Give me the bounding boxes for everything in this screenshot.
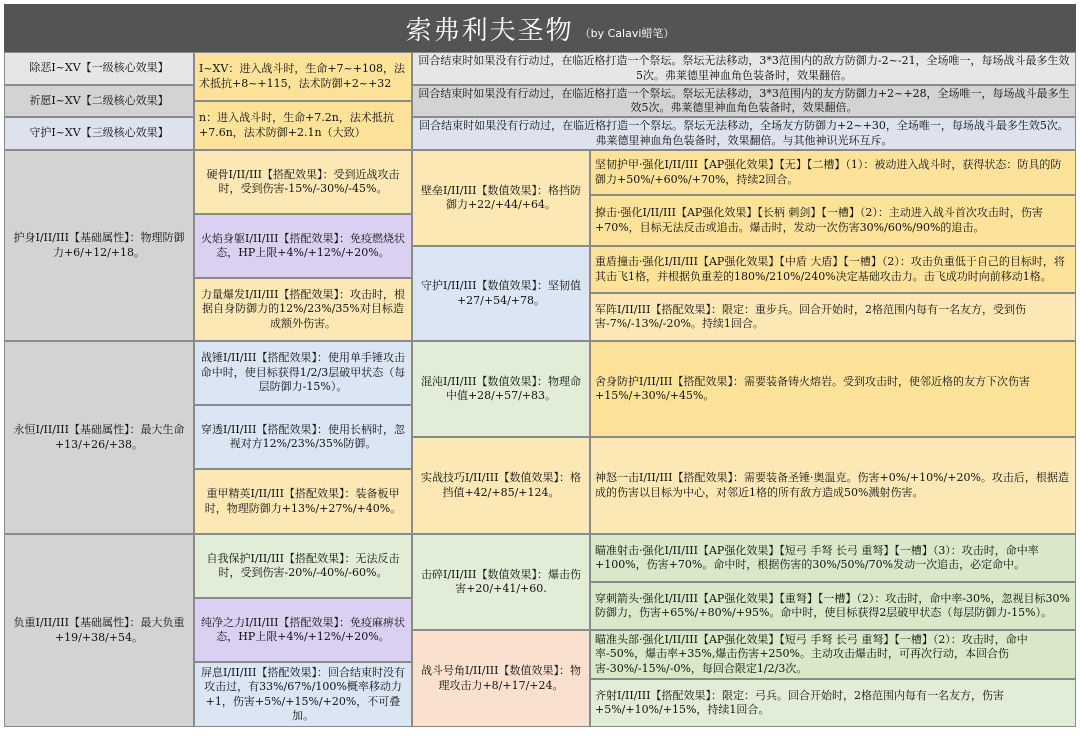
pair-effect-1-2: 火焰身躯I/II/III【搭配效果】：免疫燃烧状态，HP上限+4%/+12%/+20%。	[194, 214, 412, 278]
value-effect-1-2: 守护I/II/III【数值效果】：坚韧值+27/+54/+78。	[412, 246, 590, 341]
ap-effect-3-4: 齐射I/II/III【搭配效果】：限定：弓兵。回合开始时，2格范围内每有一名友方，伤害+5%/+10%/+15%，持续1回合。	[590, 679, 1076, 727]
core-desc-2: 回合结束时如果没有行动过，在临近格打造一个祭坛。祭坛无法移动，3*3范围内的友方防御力+2~+28，全场唯一，每场战斗最多生效5次。弗莱德里神血角色装备时，效果翻倍。	[412, 85, 1076, 117]
base-attribute-2: 永恒I/II/III【基础属性】：最大生命+13/+26/+38。	[4, 341, 194, 534]
pair-effect-2-3: 重甲精英I/II/III【搭配效果】：装备板甲时，物理防御力+13%/+27%/+40%。	[194, 469, 412, 534]
pair-effect-1-3: 力量爆发I/II/III【搭配效果】：攻击时，根据自身防御力的12%/23%/35%对目标造成额外伤害。	[194, 278, 412, 341]
core-name-3: 守护I~XV【三级核心效果】	[4, 117, 194, 150]
ap-effect-3-3: 瞄准头部·强化I/II/III【AP强化效果】【短弓 手弩 长弓 重弩】【一槽】（2）：攻击时，命中率-50%，爆击率+35%,爆击伤害+250%。主动攻击爆击时，可再次行动，本回合伤害-30%/-15%/-0%，每回合限定1/2/3次。	[590, 630, 1076, 679]
value-effect-2-2: 实战技巧I/II/III【数值效果】：格挡值+42/+85/+124。	[412, 437, 590, 534]
value-effect-3-2: 战斗号角I/II/III【数值效果】：物理攻击力+8/+17/+24。	[412, 630, 590, 727]
base-attribute-3: 负重I/II/III【基础属性】：最大负重+19/+38/+54。	[4, 534, 194, 727]
core-desc-1: 回合结束时如果没有行动过，在临近格打造一个祭坛。祭坛无法移动，3*3范围内的敌方防御力-2~-21，全场唯一，每场战斗最多生效5次。弗莱德里神血角色装备时，效果翻倍。	[412, 52, 1076, 85]
core-name-1: 除恶I~XV【一级核心效果】	[4, 52, 194, 85]
ap-effect-1-2: 撩击·强化I/II/III【AP强化效果】【长柄 刺剑】【一槽】（2）：主动进入战斗首次攻击时，伤害+70%，目标无法反击或追击。爆击时，发动一次伤害30%/60%/90%的追击。	[590, 195, 1076, 246]
ap-effect-1-3: 重盾撞击·强化I/II/III【AP强化效果】【中盾 大盾】【一槽】（2）：攻击负重低于自己的目标时，将其击飞1格，并根据负重差的180%/210%/240%决定基础攻击力。击飞成功时向前移动1格。	[590, 246, 1076, 293]
pair-effect-3-2: 纯净之力I/II/III【搭配效果】：免疫麻痹状态，HP上限+4%/+12%/+20%。	[194, 598, 412, 662]
pair-effect-2-1: 战锤I/II/III【搭配效果】：使用单手锤攻击命中时，使目标获得1/2/3层破甲状态（每层防御力-15%）。	[194, 341, 412, 405]
pair-effect-3-1: 自我保护I/II/III【搭配效果】：无法反击时，受到伤害-20%/-40%/-60%。	[194, 534, 412, 598]
base-attribute-1: 护身I/II/III【基础属性】：物理防御力+6/+12/+18。	[4, 150, 194, 341]
page-title: 索弗利夫圣物	[405, 15, 574, 46]
pair-effect-3-3: 屏息I/II/III【搭配效果】：回合结束时没有攻击过，有33%/67%/100%概率移动力+1，伤害+5%/+15%/+20%，不可叠加。	[194, 662, 412, 727]
title-bar	[4, 4, 1076, 52]
ap-effect-1-4: 军阵I/II/III【搭配效果】：限定：重步兵。回合开始时，2格范围内每有一名友方，受到伤害-7%/-13%/-20%。持续1回合。	[590, 293, 1076, 341]
value-effect-1-1: 壁垒I/II/III【数值效果】：格挡防御力+22/+44/+64。	[412, 150, 590, 246]
core-battle-2: n：进入战斗时，生命+7.2n，法术抵抗+7.6n，法术防御+2.1n（大致）	[194, 101, 412, 150]
page-subtitle: （by Calavi蜡笔）	[579, 27, 675, 40]
core-name-2: 祈愿I~XV【二级核心效果】	[4, 85, 194, 117]
pair-effect-1-1: 硬骨I/II/III【搭配效果】：受到近战攻击时，受到伤害-15%/-30%/-45%。	[194, 150, 412, 214]
pair-effect-2-2: 穿透I/II/III【搭配效果】：使用长柄时，忽视对方12%/23%/35%防御。	[194, 405, 412, 469]
ap-effect-3-2: 穿刺箭头·强化I/II/III【AP强化效果】【重弩】【一槽】（2）：攻击时，命中率-30%，忽视目标30%防御力，伤害+65%/+80%/+95%。命中时，使目标获得2层破甲状态（每层防御力-15%）。	[590, 582, 1076, 630]
value-effect-2-1: 混沌I/II/III【数值效果】：物理命中值+28/+57/+83。	[412, 341, 590, 437]
core-desc-3: 回合结束时如果没有行动过，在临近格打造一个祭坛。祭坛无法移动，全场友方防御力+2~+30，全场唯一，每场战斗最多生效5次。弗莱德里神血角色装备时，效果翻倍。与其他神识光环互斥。	[412, 117, 1076, 150]
ap-effect-1-1: 坚韧护甲·强化I/II/III【AP强化效果】【无】【二槽】（1）：被动进入战斗时，获得状态：防具的防御力+50%/+60%/+70%，持续2回合。	[590, 150, 1076, 195]
core-battle-1: I~XV：进入战斗时，生命+7~+108，法术抵抗+8~+115，法术防御+2~+32	[194, 52, 412, 101]
pair-effect-2-4: 舍身防护I/II/III【搭配效果】：需要装备铸火熔岩。受到攻击时，使邻近格的友方下次伤害+15%/+30%/+45%。	[590, 341, 1076, 437]
value-effect-3-1: 击碎I/II/III【数值效果】：爆击伤害+20/+41/+60.	[412, 534, 590, 630]
pair-effect-2-5: 神怒一击I/II/III【搭配效果】：需要装备圣锤·奥温克。伤害+0%/+10%/+20%。攻击后，根据造成的伤害以目标为中心，对邻近1格的所有敌方造成50%溅射伤害。	[590, 437, 1076, 534]
ap-effect-3-1: 瞄准射击·强化I/II/III【AP强化效果】【短弓 手弩 长弓 重弩】【一槽】（3）：攻击时，命中率+100%，伤害+70%。命中时，根据伤害的30%/50%/70%发动一次追击，必定命中。	[590, 534, 1076, 582]
